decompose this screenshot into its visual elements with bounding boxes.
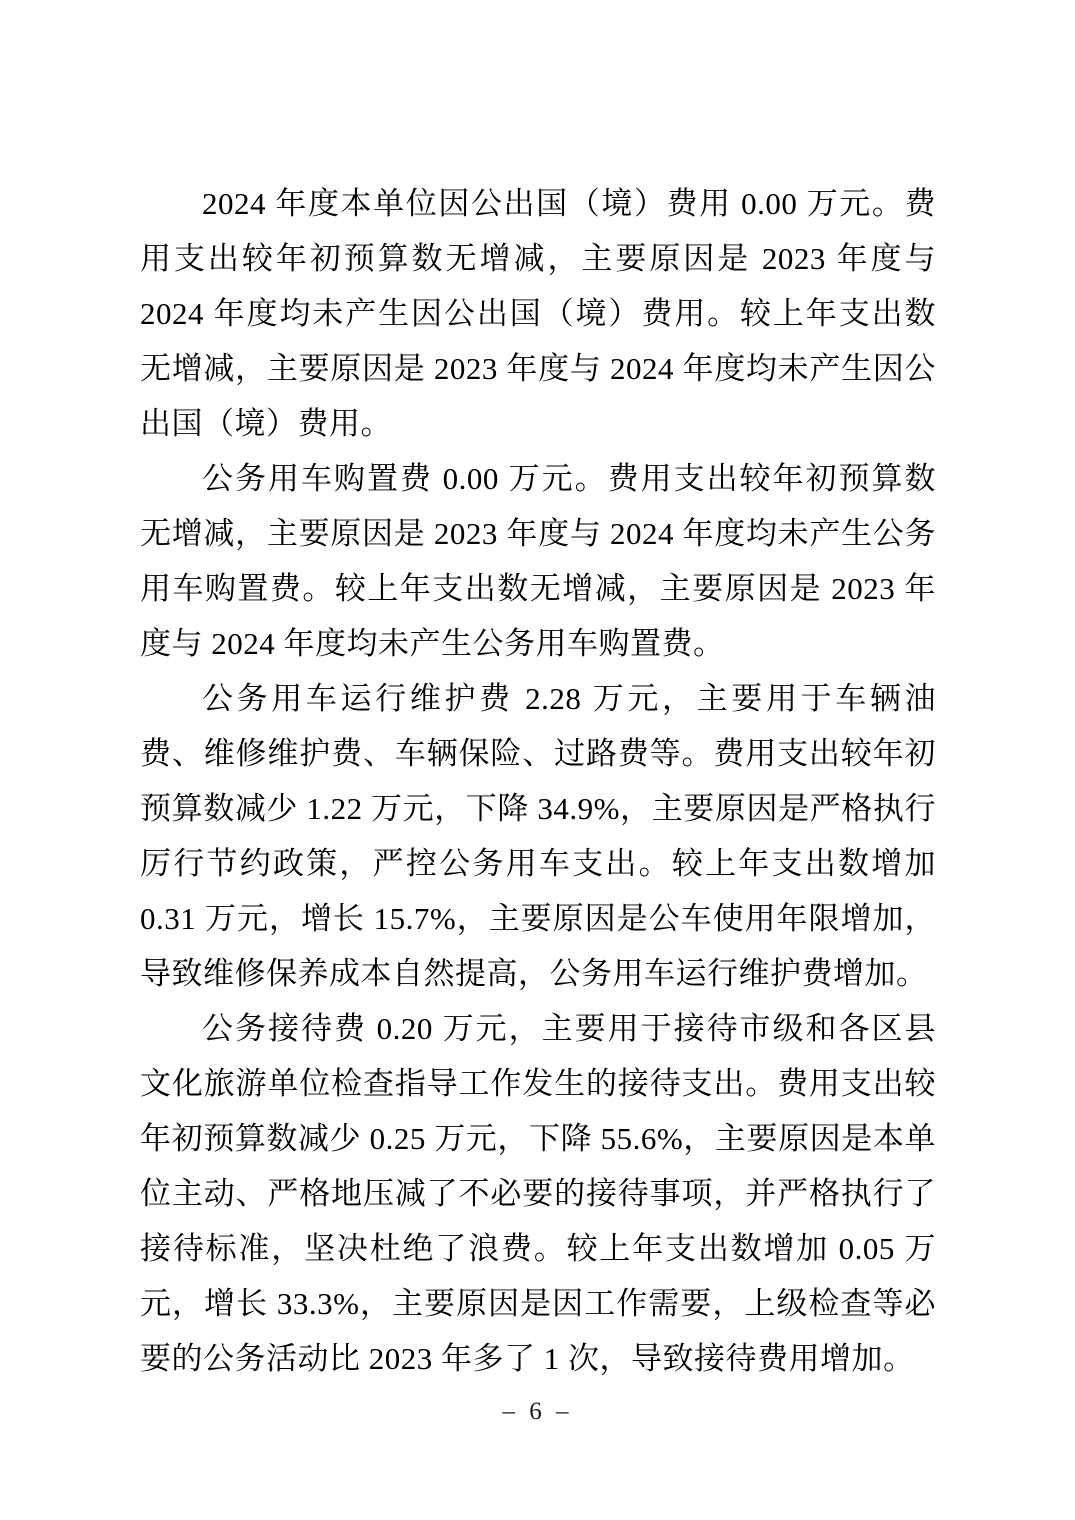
paragraph-official-reception-expense: 公务接待费 0.20 万元，主要用于接待市级和各区县文化旅游单位检查指导工作发生的接待支出。费用支出较年初预算数减少 0.25 万元，下降 55.6%，主要原因是本单位主动、严格地压减了不必要的接待事项，并严格执行了接待标准，坚决杜绝了浪费。较上年支出数增加 0.05 万元，增长 33.3%，主要原因是因工作需要，上级检查等必要的公务活动比 2023 年多了 1 次，导致接待费用增加。 [140,1011,936,1376]
paragraph-vehicle-purchase-expense: 公务用车购置费 0.00 万元。费用支出较年初预算数无增减，主要原因是 2023 年度与 2024 年度均未产生公务用车购置费。较上年支出数无增减，主要原因是 2023 年度与 2024 年度均未产生公务用车购置费。 [140,461,936,661]
document-body [140,176,936,1386]
paragraph-overseas-travel-expense: 2024 年度本单位因公出国（境）费用 0.00 万元。费用支出较年初预算数无增减，主要原因是 2023 年度与 2024 年度均未产生因公出国（境）费用。较上年支出数无增减，主要原因是 2023 年度与 2024 年度均未产生因公出国（境）费用。 [140,186,936,441]
page-number: – 6 – [502,1398,573,1425]
paragraph-vehicle-operation-maintenance-expense: 公务用车运行维护费 2.28 万元，主要用于车辆油费、维修维护费、车辆保险、过路费等。费用支出较年初预算数减少 1.22 万元，下降 34.9%，主要原因是严格执行厉行节约政策，严控公务用车支出。较上年支出数增加 0.31 万元，增长 15.7%，主要原因是公车使用年限增加，导致维修保养成本自然提高，公务用车运行维护费增加。 [140,681,936,991]
